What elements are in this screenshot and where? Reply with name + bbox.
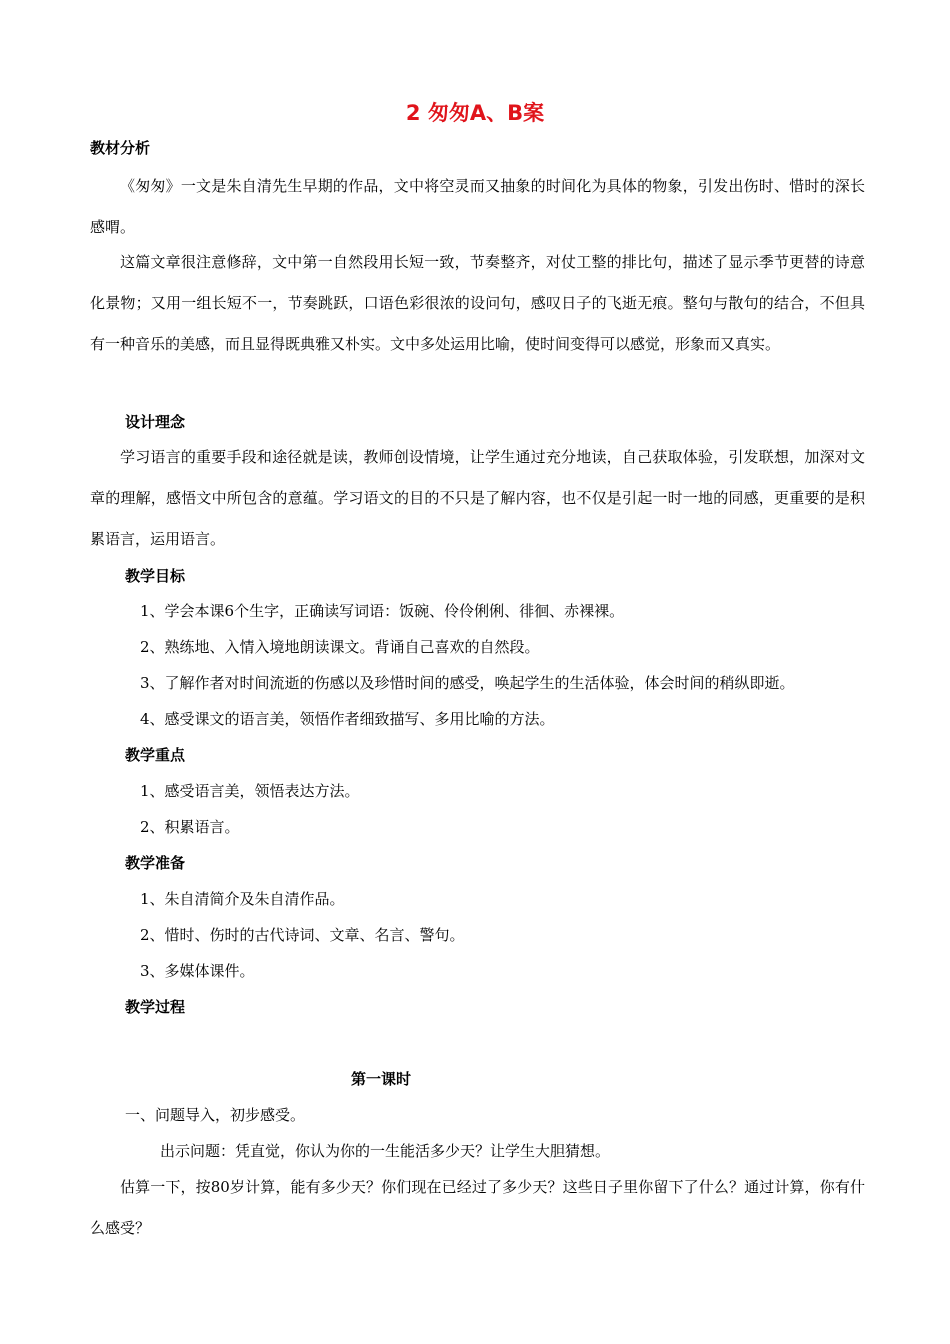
heading-process: 教学过程 [125,998,186,1016]
prep-item: 3、多媒体课件。 [140,962,255,980]
prep-item: 1、朱自清简介及朱自清作品。 [140,890,345,908]
analysis-paragraph-1: 《匆匆》一文是朱自清先生早期的作品，文中将空灵而又抽象的时间化为具体的物象，引发出伤时、惜时的深长感喟。 [90,177,865,236]
goal-item: 3、了解作者对时间流逝的伤感以及珍惜时间的感受，唤起学生的生活体验，体会时间的稍纵即逝。 [140,674,795,692]
heading-lesson-one: 第一课时 [351,1070,412,1088]
goal-item: 4、感受课文的语言美，领悟作者细致描写、多用比喻的方法。 [140,710,555,728]
document-title: 2 匆匆A、B案 [405,101,545,125]
heading-focus: 教学重点 [125,746,186,764]
heading-goals: 教学目标 [125,567,186,585]
goal-item: 2、熟练地、入情入境地朗读课文。背诵自己喜欢的自然段。 [140,638,540,656]
focus-item: 2、积累语言。 [140,818,240,836]
step-one-title: 一、问题导入，初步感受。 [125,1106,306,1124]
step-one-calculation: 估算一下，按80岁计算，能有多少天？你们现在已经过了多少天？这些日子里你留下了什么？通过计算，你有什么感受？ [90,1178,865,1237]
design-paragraph: 学习语言的重要手段和途径就是读，教师创设情境，让学生通过充分地读，自己获取体验，引发联想，加深对文章的理解，感悟文中所包含的意蕴。学习语文的目的不只是了解内容，也不仅是引起一时一地的同感，更重要的是积累语言，运用语言。 [90,448,865,548]
heading-design: 设计理念 [125,413,186,431]
step-one-question: 出示问题：凭直觉，你认为你的一生能活多少天？让学生大胆猜想。 [160,1142,611,1160]
goal-item: 1、学会本课6个生字，正确读写词语：饭碗、伶伶俐俐、徘徊、赤裸裸。 [140,602,625,620]
analysis-paragraph-2: 这篇文章很注意修辞，文中第一自然段用长短一致，节奏整齐，对仗工整的排比句，描述了显示季节更替的诗意化景物；又用一组长短不一，节奏跳跃，口语色彩很浓的设问句，感叹日子的飞逝无痕。整句与散句的结合，不但具有一种音乐的美感，而且显得既典雅又朴实。文中多处运用比喻，使时间变得可以感觉，形象而又真实。 [90,253,865,353]
heading-prep: 教学准备 [125,854,186,872]
focus-item: 1、感受语言美，领悟表达方法。 [140,782,360,800]
heading-analysis: 教材分析 [90,139,151,157]
prep-item: 2、惜时、伤时的古代诗词、文章、名言、警句。 [140,926,465,944]
